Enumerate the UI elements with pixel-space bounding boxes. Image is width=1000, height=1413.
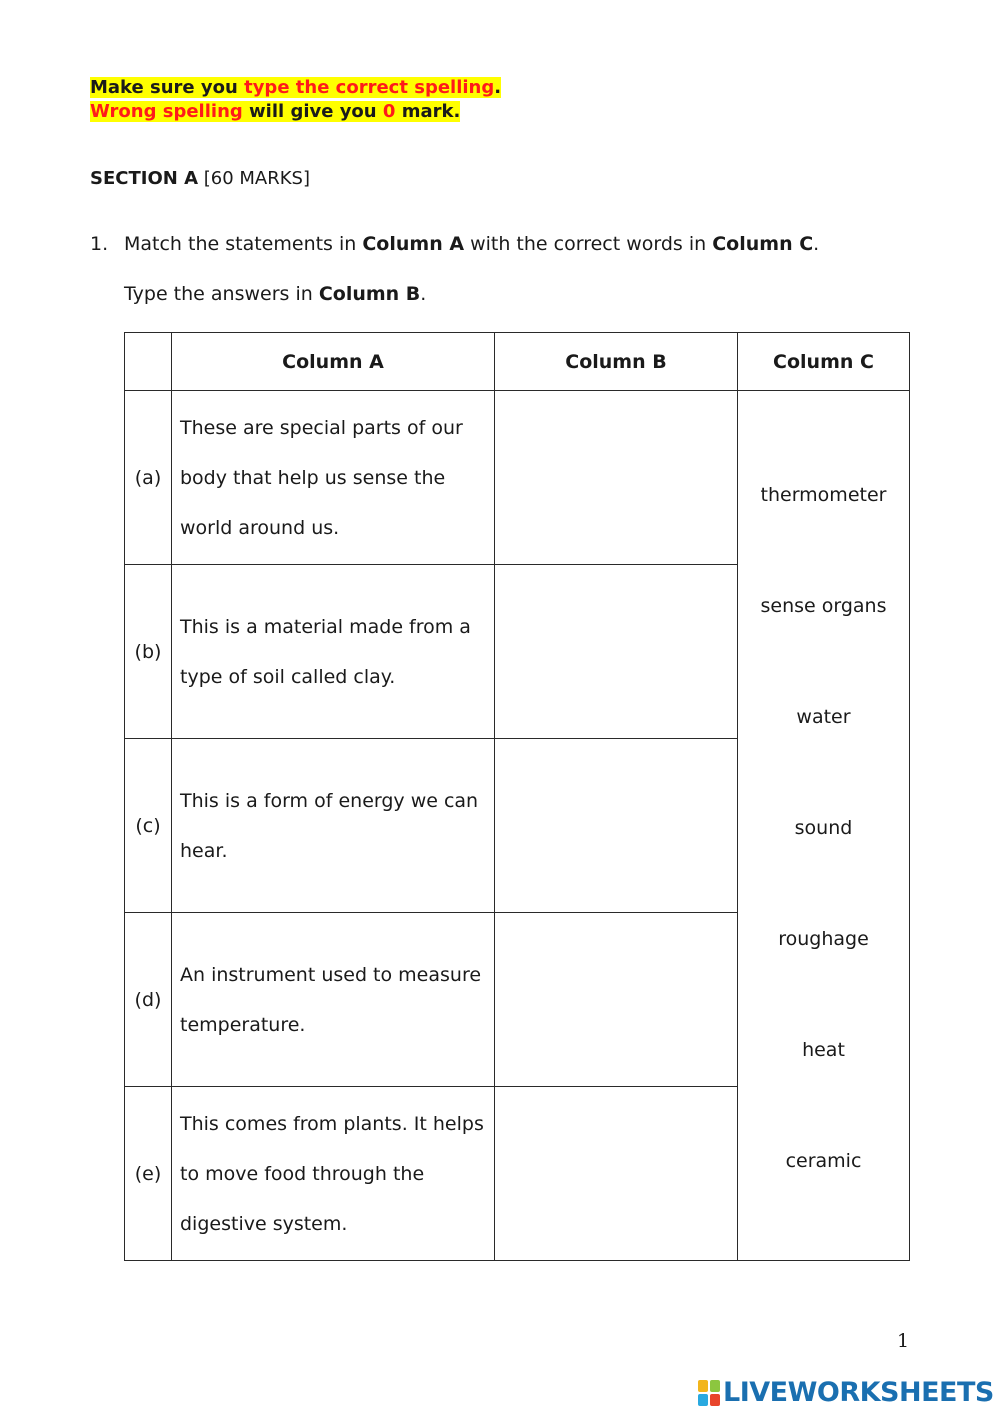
notice-line-1: Make sure you type the correct spelling. [90, 77, 502, 98]
answer-input-e[interactable] [495, 1087, 737, 1260]
question-instruction: Match the statements in Column A with the correct words in Column C. [124, 233, 820, 255]
answer-cell-b[interactable] [495, 565, 738, 739]
answer-input-a[interactable] [495, 391, 737, 564]
section-heading: SECTION A [60 MARKS] [90, 168, 310, 189]
word-bank-item: sound [794, 817, 853, 839]
liveworksheets-brand [698, 1377, 994, 1408]
statement-c: This is a form of energy we can hear. [172, 739, 495, 913]
answer-input-c[interactable] [495, 739, 737, 912]
brand-name: LIVEWORKSHEETS [723, 1377, 994, 1408]
word-bank-item: ceramic [785, 1150, 862, 1172]
liveworksheets-logo-icon [698, 1380, 720, 1406]
table-row [125, 391, 910, 565]
answer-cell-c[interactable] [495, 739, 738, 913]
word-bank-item: water [796, 706, 851, 728]
statement-e: This comes from plants. It helps to move food through the digestive system. [172, 1087, 495, 1261]
word-bank-item: sense organs [760, 595, 887, 617]
row-letter: (b) [125, 565, 172, 739]
row-letter: (c) [125, 739, 172, 913]
row-letter: (e) [125, 1087, 172, 1261]
table-header-row [125, 333, 910, 391]
header-column-a: Column A [172, 333, 495, 391]
statement-b: This is a material made from a type of soil called clay. [172, 565, 495, 739]
matching-table [124, 332, 910, 1261]
question-number: 1. [90, 233, 109, 255]
answer-input-b[interactable] [495, 565, 737, 738]
answer-cell-d[interactable] [495, 913, 738, 1087]
answer-cell-a[interactable] [495, 391, 738, 565]
notice-line-2: Wrong spelling will give you 0 mark. [90, 101, 461, 122]
statement-a: These are special parts of our body that help us sense the world around us. [172, 391, 495, 565]
answer-cell-e[interactable] [495, 1087, 738, 1261]
question-subinstruction: Type the answers in Column B. [124, 283, 427, 305]
answer-input-d[interactable] [495, 913, 737, 1086]
row-letter: (a) [125, 391, 172, 565]
word-bank-item: roughage [778, 928, 869, 950]
word-bank-item: thermometer [760, 484, 887, 506]
row-letter: (d) [125, 913, 172, 1087]
spelling-notice [90, 76, 501, 124]
header-column-c: Column C [738, 333, 910, 391]
statement-d: An instrument used to measure temperature. [172, 913, 495, 1087]
header-empty [125, 333, 172, 391]
page-number: 1 [897, 1330, 910, 1352]
word-bank [738, 391, 910, 1261]
word-bank-item: heat [802, 1039, 845, 1061]
header-column-b: Column B [495, 333, 738, 391]
